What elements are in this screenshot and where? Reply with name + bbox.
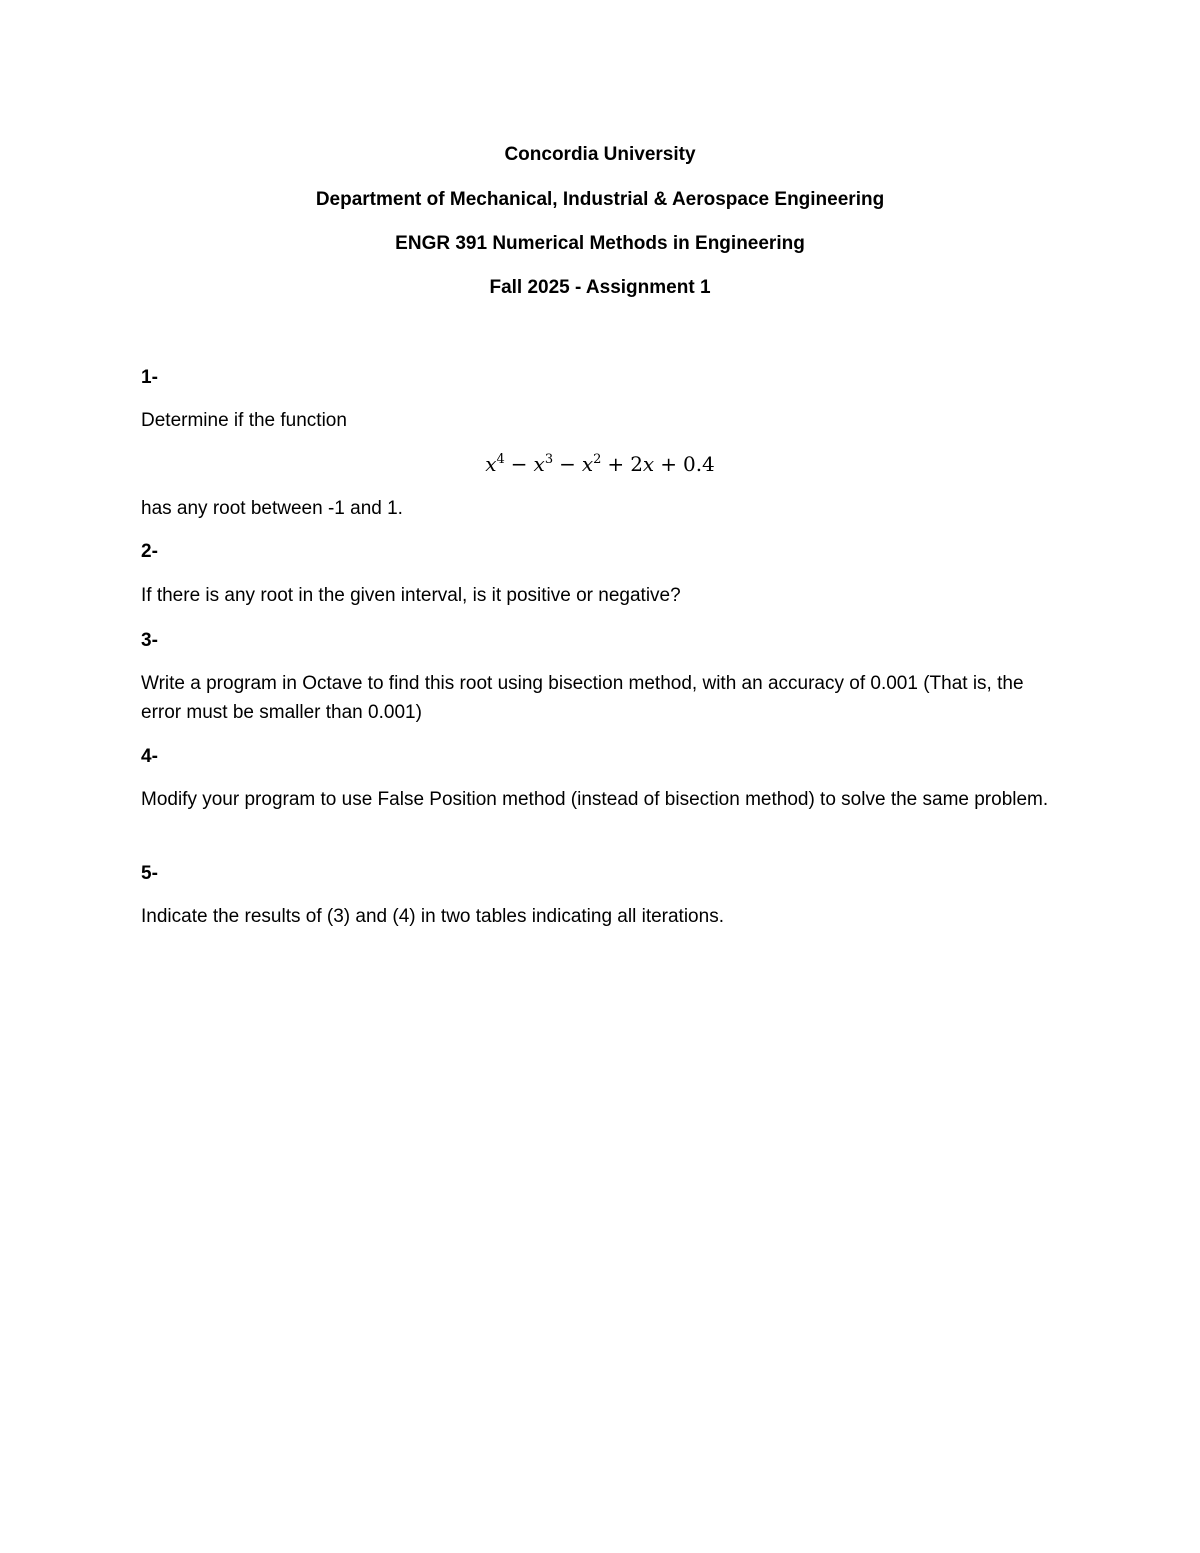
question-1-intro: Determine if the function (141, 410, 347, 431)
question-4-text: Modify your program to use False Position method (instead of bisection method) to solve the same problem. (141, 789, 1049, 810)
eq-var: x (533, 452, 545, 476)
function-equation (0, 451, 1200, 477)
eq-operator: + (607, 452, 625, 476)
eq-operator: + (660, 452, 677, 476)
eq-constant: 0.4 (682, 452, 715, 476)
question-5-text: Indicate the results of (3) and (4) in two tables indicating all iterations. (141, 906, 724, 927)
eq-exponent: 2 (593, 452, 602, 467)
eq-var: x (642, 452, 655, 476)
assignment-title: Fall 2025 - Assignment 1 (489, 277, 711, 298)
eq-coefficient: 2 (630, 452, 643, 476)
department-name: Department of Mechanical, Industrial & Aerospace Engineering (315, 189, 885, 210)
question-4-number: 4- (141, 746, 158, 767)
question-3-number: 3- (141, 630, 158, 651)
question-3-text: Write a program in Octave to find this root using bisection method, with an accuracy of 0.001 (That is, the error must be smaller than 0.001) (141, 673, 1024, 723)
eq-operator: − (559, 452, 576, 476)
question-2-number: 2- (141, 541, 158, 562)
question-5-number: 5- (141, 863, 158, 884)
eq-exponent: 4 (496, 452, 505, 467)
question-2-text: If there is any root in the given interval, is it positive or negative? (141, 585, 681, 606)
university-name: Concordia University (504, 144, 696, 165)
eq-var: x (581, 452, 594, 476)
eq-var: x (485, 452, 497, 476)
eq-operator: − (510, 452, 528, 476)
question-1-number: 1- (141, 367, 158, 388)
course-title: ENGR 391 Numerical Methods in Engineering (395, 233, 805, 254)
question-1-outro: has any root between -1 and 1. (141, 498, 403, 519)
eq-exponent: 3 (544, 452, 554, 467)
